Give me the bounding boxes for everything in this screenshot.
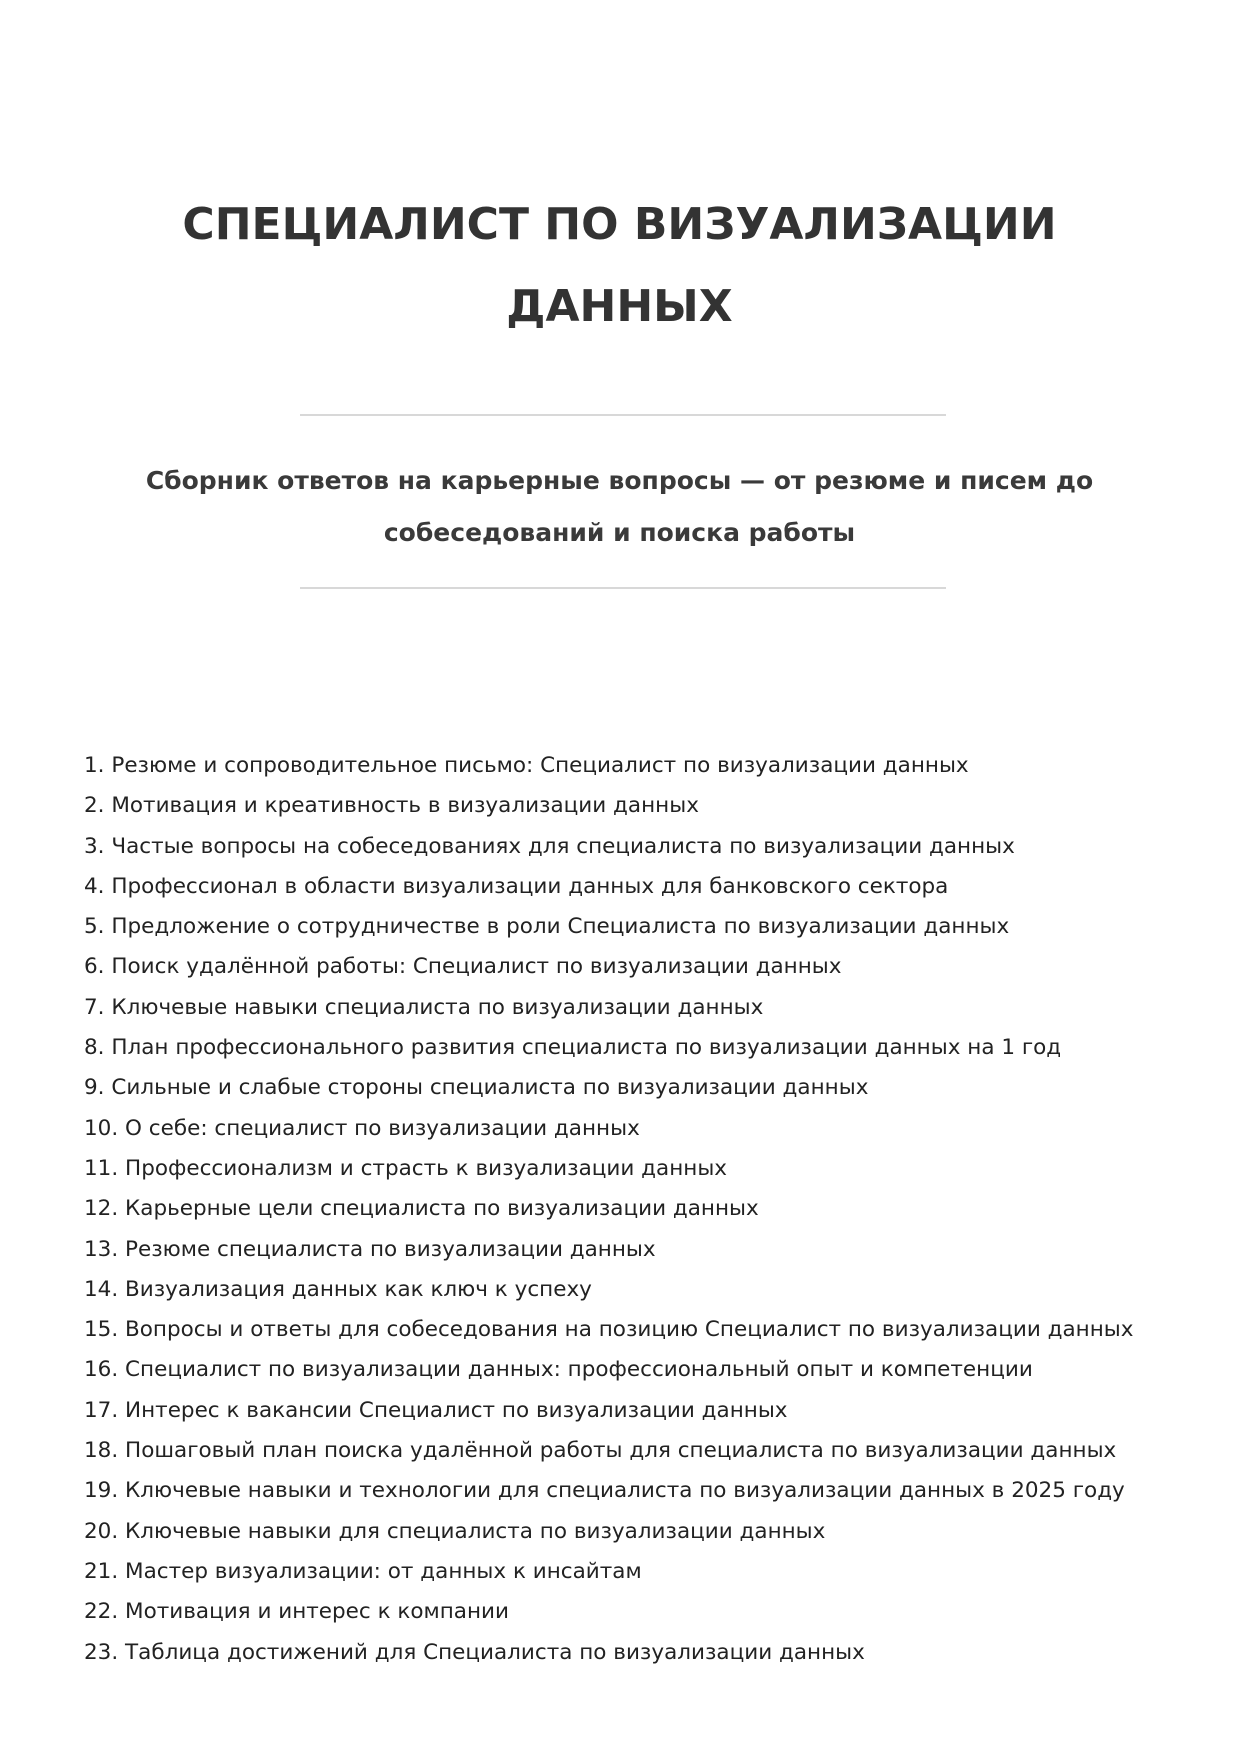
toc-item: 21. Мастер визуализации: от данных к инсайтам — [84, 1558, 642, 1584]
toc-item: 14. Визуализация данных как ключ к успеху — [84, 1276, 592, 1302]
toc-item: 22. Мотивация и интерес к компании — [84, 1599, 509, 1625]
toc-item: 18. Пошаговый план поиска удалённой работы для специалиста по визуализации данных — [84, 1438, 1117, 1464]
toc-item: 3. Частые вопросы на собеседованиях для специалиста по визуализации данных — [84, 833, 1015, 859]
page-title: СПЕЦИАЛИСТ ПО ВИЗУАЛИЗАЦИИ ДАННЫХ — [182, 199, 1057, 332]
toc-item: 11. Профессионализм и страсть к визуализации данных — [84, 1155, 728, 1181]
toc-item: 9. Сильные и слабые стороны специалиста по визуализации данных — [84, 1075, 869, 1101]
toc-item: 4. Профессионал в области визуализации данных для банковского сектора — [84, 873, 949, 899]
toc-item: 2. Мотивация и креативность в визуализации данных — [84, 793, 699, 819]
toc-item: 19. Ключевые навыки и технологии для специалиста по визуализации данных в 2025 году — [84, 1478, 1125, 1504]
toc-item: 13. Резюме специалиста по визуализации данных — [84, 1236, 656, 1262]
divider-bottom — [300, 587, 946, 589]
toc-item: 23. Таблица достижений для Специалиста по визуализации данных — [84, 1639, 865, 1665]
toc-item: 6. Поиск удалённой работы: Специалист по визуализации данных — [84, 954, 842, 980]
table-of-contents — [84, 746, 1134, 1673]
toc-item: 16. Специалист по визуализации данных: профессиональный опыт и компетенции — [84, 1357, 1033, 1383]
divider-top — [300, 414, 946, 416]
toc-item: 15. Вопросы и ответы для собеседования на позицию Специалист по визуализации данных — [84, 1317, 1134, 1343]
toc-item: 8. План профессионального развития специалиста по визуализации данных на 1 год — [84, 1035, 1062, 1061]
toc-item: 7. Ключевые навыки специалиста по визуализации данных — [84, 994, 764, 1020]
toc-item: 12. Карьерные цели специалиста по визуализации данных — [84, 1196, 759, 1222]
toc-item: 1. Резюме и сопроводительное письмо: Специалист по визуализации данных — [84, 753, 969, 778]
toc-item: 10. О себе: специалист по визуализации данных — [84, 1115, 640, 1141]
toc-item: 5. Предложение о сотрудничестве в роли Специалиста по визуализации данных — [84, 914, 1010, 940]
subtitle: Сборник ответов на карьерные вопросы — от резюме и писем до собеседований и поиска работы — [145, 466, 1094, 547]
toc-item: 20. Ключевые навыки для специалиста по визуализации данных — [84, 1518, 826, 1544]
toc-item: 17. Интерес к вакансии Специалист по визуализации данных — [84, 1397, 788, 1423]
